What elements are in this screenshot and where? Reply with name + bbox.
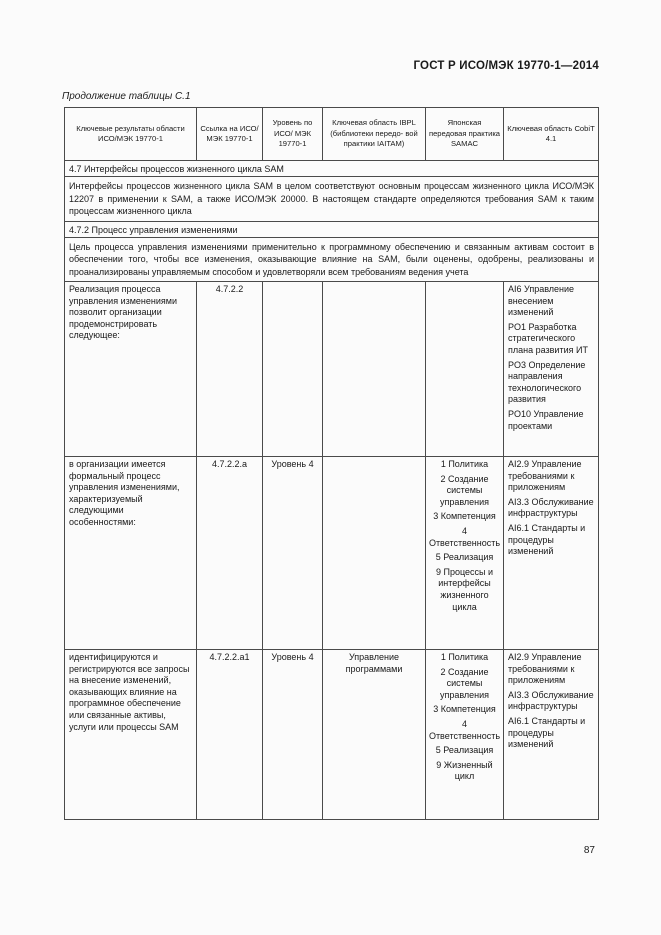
row-2-cobit xyxy=(504,457,599,650)
samac-item: 1 Политика xyxy=(440,652,489,662)
samac-item: 5 Реализация xyxy=(435,552,494,563)
col-header-cobit: Ключевая область CobiT 4.1 xyxy=(504,108,599,161)
row-2-samac xyxy=(426,457,504,650)
row-3-result: идентифицируются и регистрируются все запросы на внесение изменений, оказывающих влияние на программное обеспечение или связанные активы, услуги или процессы SAM xyxy=(65,650,197,820)
samac-item: 4 Ответственность xyxy=(428,718,501,741)
table-row xyxy=(65,282,599,457)
cobit-item: AI6 Управление внесением изменений xyxy=(508,284,575,318)
table-row xyxy=(65,650,599,820)
col-header-results: Ключевые результаты области ИСО/МЭК 19770-1 xyxy=(65,108,197,161)
page-number: 87 xyxy=(583,845,595,856)
samac-item: 2 Создание системы управления xyxy=(439,666,490,700)
row-1-samac xyxy=(426,282,504,457)
row-3-samac xyxy=(426,650,504,820)
row-1-ibpl xyxy=(323,282,426,457)
row-1-result: Реализация процесса управления изменениями позволит организации продемонстрировать следующее: xyxy=(65,282,197,457)
cobit-item: PO3 Определение направления технологического развития xyxy=(508,359,586,405)
cobit-item: AI2.9 Управление требованиями к приложениям xyxy=(508,652,582,686)
col-header-level: Уровень по ИСО/ МЭК 19770-1 xyxy=(263,108,323,161)
col-header-samac: Японская передовая практика SAMAC xyxy=(426,108,504,161)
col-header-ibpl: Ключевая область IBPL (библиотеки передо- вой практики IAITAM) xyxy=(323,108,426,161)
cobit-item: PO1 Разработка стратегического плана развития ИТ xyxy=(508,321,588,355)
row-3-cobit xyxy=(504,650,599,820)
row-1-ref: 4.7.2.2 xyxy=(197,282,263,457)
cobit-item: AI3.3 Обслуживание инфраструктуры xyxy=(508,496,594,519)
row-2-level: Уровень 4 xyxy=(263,457,323,650)
section-472-text: Цель процесса управления изменениями применительно к программному обеспечению и связанным активам состоит в обеспечении того, чтобы все изменения, оказывающие влияние на SAM, были оценены, одобрены, реализованы и проанализированы управляемым способом и удовлетворяли всем требованиям ведения учета xyxy=(69,241,594,277)
table-row xyxy=(65,457,599,650)
samac-item: 3 Компетенция xyxy=(433,704,496,715)
samac-item: 3 Компетенция xyxy=(433,511,496,522)
section-47-text: Интерфейсы процессов жизненного цикла SAM в целом соответствуют основным процессам жизненного цикла ИСО/МЭК 12207 в применении к SAM, а также ИСО/МЭК 20000. В настоящем стандарте определяются требования SAM к таким процессам жизненного цикла xyxy=(69,181,594,216)
section-472-title: 4.7.2 Процесс управления изменениями xyxy=(65,222,598,238)
section-47-row xyxy=(65,161,599,222)
row-1-level xyxy=(263,282,323,457)
section-472-row xyxy=(65,221,599,282)
document-header-title: ГОСТ Р ИСО/МЭК 19770-1—2014 xyxy=(413,60,599,72)
cobit-item: AI6.1 Стандарты и процедуры изменений xyxy=(508,715,586,750)
table-header-row xyxy=(65,108,599,161)
samac-item: 9 Жизненный цикл xyxy=(436,759,493,782)
col-header-reference: Ссылка на ИСО/ МЭК 19770-1 xyxy=(197,108,263,161)
samac-item: 5 Реализация xyxy=(435,745,494,756)
samac-item: 4 Ответственность xyxy=(428,525,501,548)
row-3-ibpl: Управление программами xyxy=(323,650,426,820)
row-2-ibpl xyxy=(323,457,426,650)
cobit-item: AI6.1 Стандарты и процедуры изменений xyxy=(508,522,586,557)
row-2-ref: 4.7.2.2.a xyxy=(197,457,263,650)
table-caption: Продолжение таблицы С.1 xyxy=(62,91,191,102)
cobit-item: AI2.9 Управление требованиями к приложениям xyxy=(508,459,582,493)
samac-item: 1 Политика xyxy=(440,459,489,469)
row-2-result: в организации имеется формальный процесс управления изменениями, характеризуемый следующими особенностями: xyxy=(65,457,197,650)
gost-table xyxy=(64,107,599,820)
row-1-cobit xyxy=(504,282,599,457)
samac-item: 9 Процессы и интерфейсы жизненного цикла xyxy=(435,566,494,612)
row-3-level: Уровень 4 xyxy=(263,650,323,820)
row-3-ref: 4.7.2.2.a1 xyxy=(197,650,263,820)
cobit-item: PO10 Управление проектами xyxy=(508,408,584,431)
section-47-title: 4.7 Интерфейсы процессов жизненного цикла SAM xyxy=(65,161,598,177)
samac-item: 2 Создание системы управления xyxy=(439,473,490,507)
cobit-item: AI3.3 Обслуживание инфраструктуры xyxy=(508,689,594,712)
